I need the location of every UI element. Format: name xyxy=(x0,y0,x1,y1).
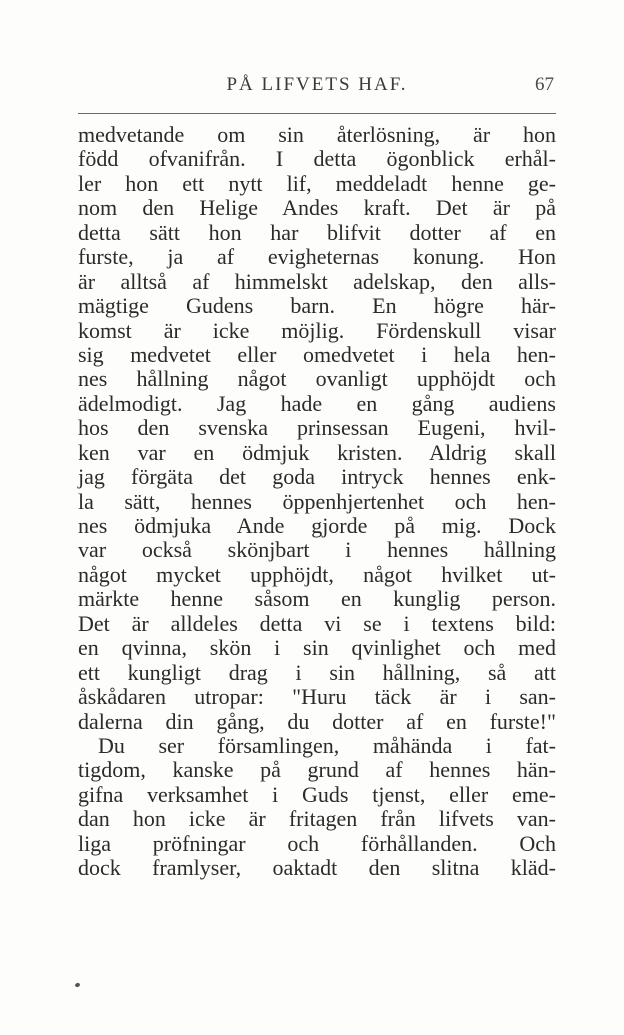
text-line: en qvinna, skön i sin qvinlighet och med xyxy=(78,635,556,661)
ink-speck xyxy=(74,982,80,987)
text-line: nes hållning något ovanligt upphöjdt och xyxy=(78,366,556,392)
running-title: PÅ LIFVETS HAF. xyxy=(226,74,408,95)
text-line: ett kungligt drag i sin hållning, så att xyxy=(78,659,556,685)
text-line: la sätt, hennes öppenhjertenhet och hen- xyxy=(78,488,556,514)
text-line: tigdom, kanske på grund af hennes hän- xyxy=(78,757,556,783)
text-line: född ofvanifrån. I detta ögonblick erhål- xyxy=(78,146,556,172)
text-line: ken var en ödmjuk kristen. Aldrig skall xyxy=(78,439,556,465)
text-line: Det är alldeles detta vi se i textens bild: xyxy=(78,610,556,636)
text-line: var också skönjbart i hennes hållning xyxy=(78,537,556,563)
text-line: något mycket upphöjdt, något hvilket ut- xyxy=(78,561,556,587)
running-head xyxy=(78,72,556,98)
text-line: sig medvetet eller omedvetet i hela hen- xyxy=(78,341,556,367)
text-line: medvetande om sin återlösning, är hon xyxy=(78,122,556,147)
text-line: furste, ja af evigheternas konung. Hon xyxy=(78,244,556,270)
body-text xyxy=(78,123,556,881)
text-line: dan hon icke är fritagen från lifvets van- xyxy=(78,806,556,832)
text-line: ler hon ett nytt lif, meddeladt henne ge- xyxy=(78,170,556,196)
text-line: nes ödmjuka Ande gjorde på mig. Dock xyxy=(78,513,556,538)
text-line: hos den svenska prinsessan Eugeni, hvil- xyxy=(78,415,556,441)
text-line: detta sätt hon har blifvit dotter af en xyxy=(78,219,556,245)
text-line: märkte henne såsom en kunglig person. xyxy=(78,586,556,612)
text-line: nom den Helige Andes kraft. Det är på xyxy=(78,195,556,221)
text-line: ädelmodigt. Jag hade en gång audiens xyxy=(78,390,556,416)
text-line: är alltså af himmelskt adelskap, den alls- xyxy=(78,268,556,294)
text-line: liga pröfningar och förhållanden. Och xyxy=(78,830,556,856)
text-line: komst är icke möjlig. Fördenskull visar xyxy=(78,317,556,343)
text-line: dalerna din gång, du dotter af en furste!" xyxy=(78,708,556,734)
header-rule xyxy=(78,113,556,114)
text-line: gifna verksamhet i Guds tjenst, eller eme- xyxy=(78,781,556,807)
text-line: jag förgäta det goda intryck hennes enk- xyxy=(78,464,556,490)
page-number: 67 xyxy=(535,74,554,95)
text-line: åskådaren utropar: "Huru täck är i san- xyxy=(78,684,556,710)
text-line: dock framlyser, oaktadt den slitna kläd- xyxy=(78,855,556,881)
text-line: mägtige Gudens barn. En högre här- xyxy=(78,293,556,319)
text-line: Du ser församlingen, måhända i fat- xyxy=(98,732,556,758)
